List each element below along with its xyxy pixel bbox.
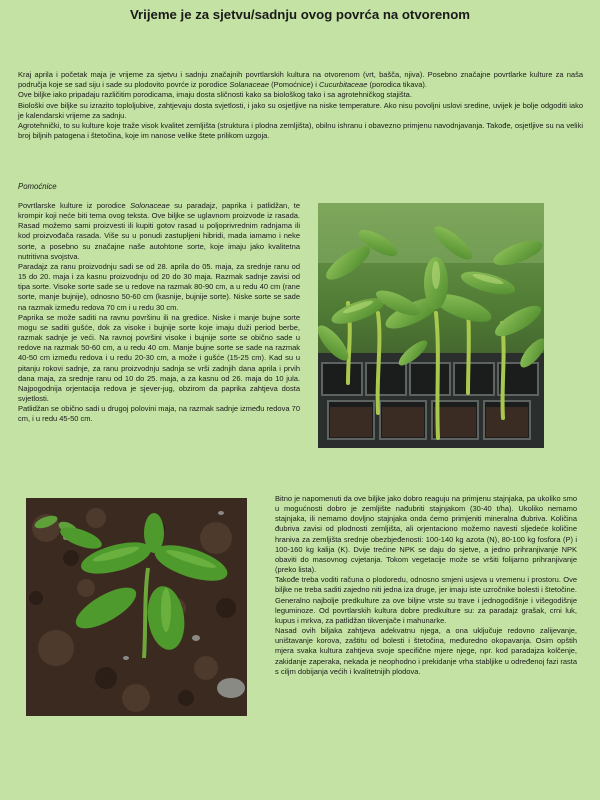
intro-paragraph: Biološki ove biljke su izrazito toploljubive, zahtjevaju dosta svjetlosti, i jako su osjetljive na niske temperature. Ako nisu povoljni uslovi sredine, uvijek je bolje odgoditi iako je kalendarski vrijeme za sadnju. [18, 100, 583, 120]
intro-text-span: Kraj aprila i početak maja je vrijeme za sjetvu i sadnju značajnih povrtlarskih kultura na otvorenom (vrt, bašča, njiva). Posebno značajne povrtlarke kulture za naša područja koje se sad siju i sade su plodovito povrće iz porodice [18, 70, 583, 90]
body-paragraph: Patlidžan se obično sadi u drugoj polovini maja, na razmak sadnje između redova 70 cm, i u redu 45-50 cm. [18, 404, 300, 424]
body-paragraph: Takođe treba voditi računa o plodoredu, odnosno smjeni usjeva u vremenu i prostoru. Ove biljke ne treba saditi zajedno niti jedna iza druge, jer imaju iste uzročnike bolesti i štetočine. Generalno najbolje predkulture za ove biljne vrste su trave i jednogodišnje i višegodišnje leguminoze. Od povrtlarskih kultura dobre predkulture su: za paradajz grašak, crni luk, kupus i mrkva, za patlidžan tikvenjače i mahunarke. [275, 575, 577, 625]
body-paragraph: Bitno je napomenuti da ove biljke jako dobro reaguju na primjenu stajnjaka, pa ukoliko smo u mogućnosti dobro je zemljište nađubriti stajnjakom (30-40 t/ha). Ukoliko nemamo stajnjaka, ili nemamo dovljno stajnjaka onda ćemo primjeniti mineralna đubriva. Količina đubriva zavisi od plodnosti zemljišta, ali orjentaciono možemo navesti sljedeće količine hraniva za zemljišta srednje obezbjeđenosti: 100-140 kg azota (N), 80-100 kg fosfora (P) i 100-160 kg kalija (K). Dvije trećine NPK se daju do sjetve, a jedno prihranjivanje NPK obaviti do masovnog cvjetanja. Tokom vegetacije može se vršiti folijarno prihranjivanje (preko lista). [275, 494, 577, 575]
right-column-text [275, 494, 577, 677]
intro-text-span: (Pomoćnice) i [269, 80, 320, 90]
body-text-span: Povrtlarske kulture iz porodice [18, 201, 131, 210]
body-paragraph [18, 201, 300, 262]
intro-paragraph [18, 70, 583, 90]
seedlings-photo [318, 203, 544, 448]
family-name-solonaceae: Solonaceae [130, 201, 170, 210]
pepper-plant-photo [26, 498, 247, 716]
family-name-cucurbitaceae: Cucurbitaceae [319, 80, 368, 90]
intro-text [18, 70, 583, 141]
body-paragraph: Paradajz za ranu proizvodnju sadi se od 28. aprila do 05. maja, za srednje ranu od 15 do 20. maja i za kasnu proizvodnju od 20 do 30 maja. Razmak sadnje zavisi od tipa sorte. Visoke sorte sade se u redove na razmak 80-90 cm, a u redu 40 cm (rane sorte, manje bujnije), odnosno 50-60 cm (kasnije, bujnije sorte). Niske sorte se sade na razmak između redova 70 cm i u redu 30 cm. [18, 261, 300, 312]
intro-paragraph: Agrotehnički, to su kulture koje traže visok kvalitet zemljišta (struktura i plodna zemljišta), obilnu ishranu i obavezno primjenu navodnjavanja. Takođe, osjetljive su na veliki broj biljnih patogena i štetočina, koje im nanose velike štete prilikom uzgoja. [18, 121, 583, 141]
body-paragraph: Paprika se može saditi na ravnu površinu ili na gredice. Niske i manje bujne sorte mogu se saditi gušće, dok za visoke i bujnije sorte koje imaju duži period berbe, razmak sadnje je veći. Na ravnoj površini visoke i bujnije sorte se obično sade u redove na razmak 50-60 cm, a u redu 40 cm. Manje bujne sorte se sade na razmak 40-50 cm između redova i u redu 20-30 cm, a može i gušće (15-25 cm). Kad su u pitanju rokovi sadnje, za ranu proizvodnju sadnja se vrši zadnjih dana aprila i prvih dana maja, za srednje ranu od 10 do 25. maja, a za kasnu od 26. maja do 10 jula. Najpogodnija orjentacija redova je sjever-jug, obzirom da paprika zahtjeva dosta svjetlosti. [18, 312, 300, 403]
section-heading: Pomoćnice [18, 182, 57, 191]
family-name-solanaceae: Solanaceae [229, 80, 269, 90]
page-title: Vrijeme je za sjetvu/sadnju ovog povrća na otvorenom [129, 7, 471, 22]
intro-paragraph: Ove biljke iako pripadaju različitim porodicama, imaju dosta sličnosti kako sa biološkog tako i sa agrotehničkog stajišta. [18, 90, 412, 100]
left-column-text [18, 201, 300, 424]
body-paragraph: Nasad ovih biljaka zahtjeva adekvatnu njega, a ona uključuje redovno zalijevanje, uništavanje korova, zaštitu od bolesti i štetočina, međuredno okopavanja. Osim opštih mjera svaka kultura zahtjeva svoje specifične mjere njege, npr. kod paradajza kolčenje, zakidanje zaperaka, nekada je neophodno i prekidanje vrha stabljike u određenoj fazi rasta s ciljm dobijanja većih i kvalitetnijih plodova. [275, 626, 577, 676]
body-text-span: su paradajz, paprika i patlidžan, te krompir koji neće biti tema ovog teksta. Ove biljke se uglavnom proizvode iz rasada. Rasad možemo sami proizvesti ili kupiti gotov rasad u poljoprivrednim radnjama ili kod proizvođača rasada. Više su u ponudi zastupljeni hibridi, mada iamamo i neke sorte, a posebno su značajne naše autohtone sorte, koje imaju jako kvalitetna nutritivna svojstva. [18, 201, 301, 261]
intro-text-span: (porodica tikava). [367, 80, 427, 90]
